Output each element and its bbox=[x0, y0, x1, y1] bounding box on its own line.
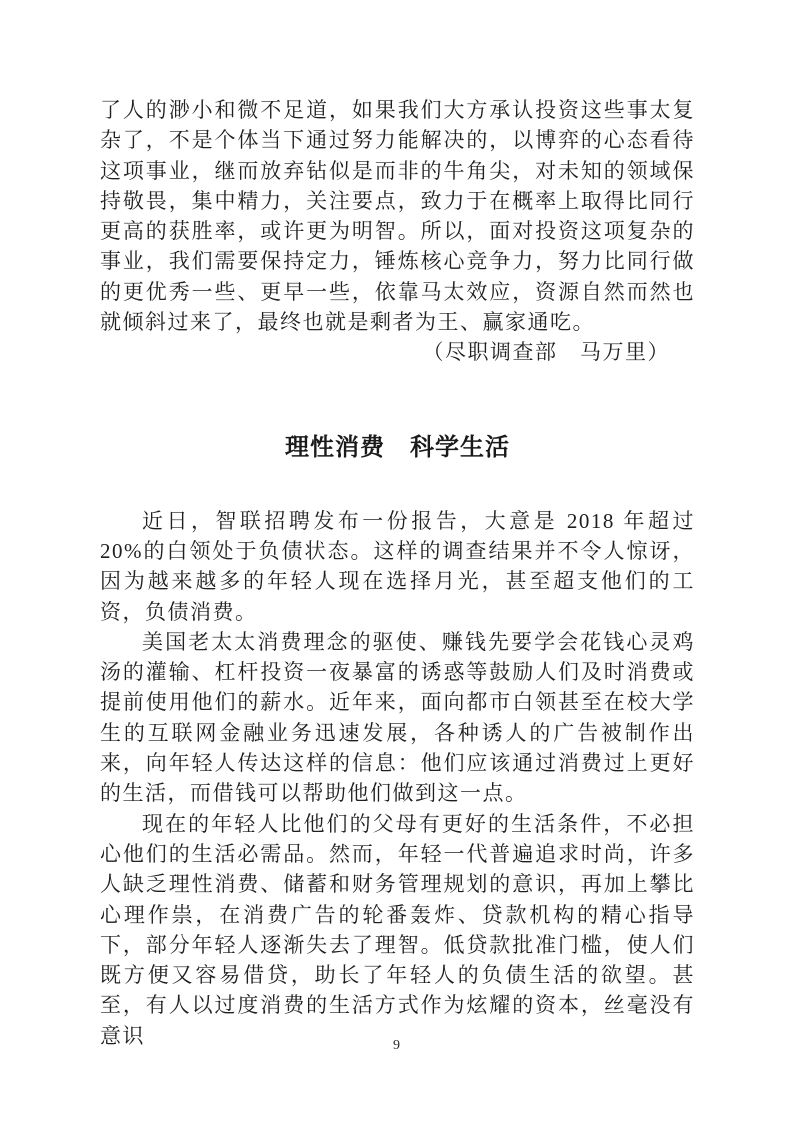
article-title: 理性消费 科学生活 bbox=[285, 433, 510, 461]
article-paragraph-3: 现在的年轻人比他们的父母有更好的生活条件，不必担心他们的生活必需品。然而，年轻一代普遍追求时尚，许多人缺乏理性消费、储蓄和财务管理规划的意识，再加上攀比心理作祟，在消费广告的轮番轰炸、贷款机构的精心指导下，部分年轻人逐渐失去了理智。低贷款批准门槛，使人们既方便又容易借贷，助长了年轻人的负债生活的欲望。甚至，有人以过度消费的生活方式作为炫耀的资本，丝毫没有意识 bbox=[100, 811, 695, 1048]
page-content bbox=[100, 95, 695, 1051]
page-number: 9 bbox=[393, 1038, 400, 1053]
article-paragraph-2: 美国老太太消费理念的驱使、赚钱先要学会花钱心灵鸡汤的灌输、杠杆投资一夜暴富的诱惑等鼓励人们及时消费或提前使用他们的薪水。近年来，面向都市白领甚至在校大学生的互联网金融业务迅速发展，各种诱人的广告被制作出来，向年轻人传达这样的信息：他们应该通过消费过上更好的生活，而借钱可以帮助他们做到这一点。 bbox=[100, 629, 695, 806]
article-paragraph-1: 近日，智联招聘发布一份报告，大意是 2018 年超过 20%的白领处于负债状态。这样的调查结果并不令人惊讶，因为越来越多的年轻人现在选择月光，甚至超支他们的工资，负债消费。 bbox=[100, 508, 695, 624]
attribution-line: （尽职调查部 马万里） bbox=[422, 340, 670, 365]
continuation-paragraph: 了人的渺小和微不足道，如果我们大方承认投资这些事太复杂了，不是个体当下通过努力能解决的，以博弈的心态看待这项事业，继而放弃钻似是而非的牛角尖，对未知的领域保持敬畏，集中精力，关注要点，致力于在概率上取得比同行更高的获胜率，或许更为明智。所以，面对投资这项复杂的事业，我们需要保持定力，锤炼核心竞争力，努力比同行做的更优秀一些、更早一些，依靠马太效应，资源自然而然也就倾斜过来了，最终也就是剩者为王、赢家通吃。 bbox=[100, 98, 695, 335]
